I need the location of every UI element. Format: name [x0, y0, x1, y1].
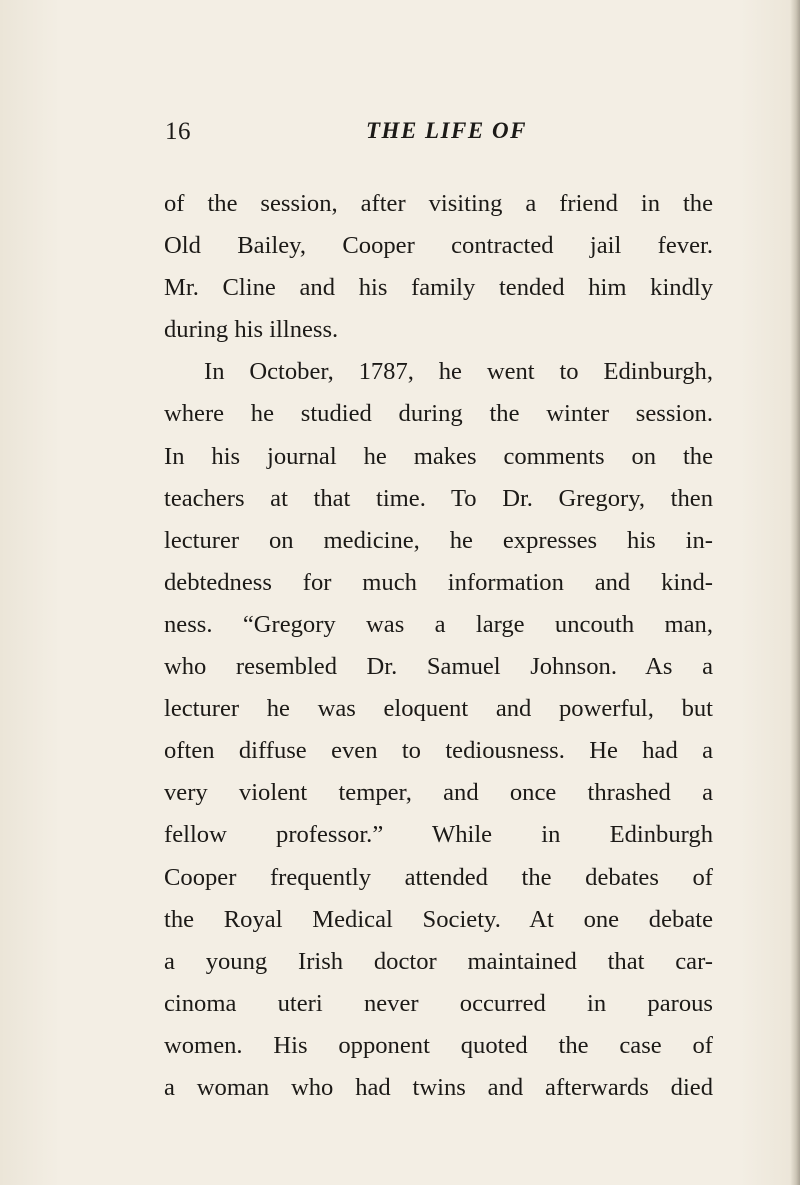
running-head: THE LIFE OF	[366, 118, 527, 143]
text-line: Cooper frequently attended the debates of	[164, 863, 713, 891]
text-line: of the session, after visiting a friend in the	[164, 190, 713, 217]
text-line: women. His opponent quoted the case of	[164, 1031, 713, 1059]
text-line: where he studied during the winter session.	[164, 400, 713, 428]
text-line: teachers at that time. To Dr. Gregory, then	[164, 484, 713, 512]
text-line: Old Bailey, Cooper contracted jail fever.	[164, 232, 713, 260]
text-line: Mr. Cline and his family tended him kindly	[164, 274, 713, 302]
text-line: the Royal Medical Society. At one debate	[164, 905, 713, 933]
page-number: 16	[165, 118, 191, 145]
text-line: cinoma uteri never occurred in parous	[164, 989, 713, 1017]
page-edge-shadow	[790, 0, 800, 1185]
text-line: a young Irish doctor maintained that car-	[164, 947, 713, 975]
text-line: In October, 1787, he went to Edinburgh,	[204, 358, 713, 386]
text-line: during his illness.	[164, 316, 339, 344]
text-line: lecturer on medicine, he expresses his in-	[164, 526, 713, 554]
text-line: debtedness for much information and kind-	[164, 568, 713, 596]
text-line: often diffuse even to tediousness. He had a	[164, 737, 713, 765]
text-line: very violent temper, and once thrashed a	[164, 779, 713, 807]
text-line: lecturer he was eloquent and powerful, but	[164, 695, 713, 723]
body-text	[164, 183, 713, 1109]
text-line: a woman who had twins and afterwards died	[164, 1073, 713, 1101]
text-line: fellow professor.” While in Edinburgh	[164, 821, 713, 849]
text-line: ness. “Gregory was a large uncouth man,	[164, 610, 713, 638]
text-line: In his journal he makes comments on the	[164, 442, 713, 470]
text-line: who resembled Dr. Samuel Johnson. As a	[164, 653, 713, 681]
page-header	[165, 118, 713, 152]
